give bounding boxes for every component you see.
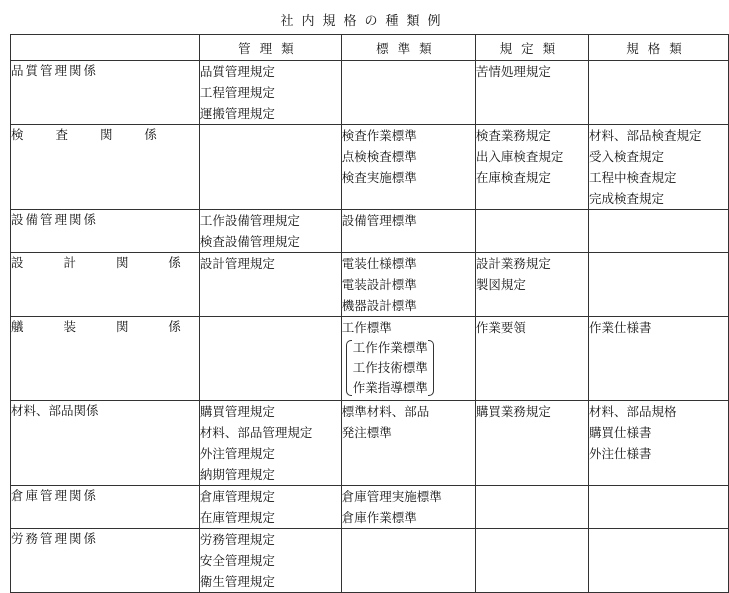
- cell-kitei: [475, 529, 588, 593]
- list-item: 機器設計標準: [341, 298, 417, 313]
- cell-kitei: [475, 401, 588, 486]
- table-row: [11, 486, 729, 529]
- table-row: [11, 61, 729, 125]
- list-item: 材料、部品管理規定: [199, 425, 313, 440]
- list-item: 検査実施標準: [341, 170, 417, 185]
- row-label: 設 計 関 係: [11, 253, 200, 317]
- list-item: 工程中検査規定: [588, 170, 677, 185]
- column-header-hyojun: 標準類: [341, 35, 475, 61]
- standards-table: [10, 34, 729, 593]
- list-item: 工作設備管理規定: [199, 213, 300, 228]
- cell-hyojun: [341, 529, 475, 593]
- cell-kikaku: [588, 61, 728, 125]
- cell-kitei: [475, 125, 588, 210]
- list-item: 外注仕様書: [588, 446, 652, 461]
- cell-hyojun: [341, 210, 475, 253]
- list-item: 材料、部品検査規定: [588, 128, 702, 143]
- list-item: 労務管理規定: [199, 532, 275, 547]
- cell-hyojun: [341, 61, 475, 125]
- list-item: 安全管理規定: [199, 553, 275, 568]
- cell-kitei: [475, 317, 588, 401]
- list-item: 設計管理規定: [199, 256, 275, 271]
- list-item: 工程管理規定: [199, 85, 275, 100]
- left-brace: [346, 340, 352, 396]
- cell-kitei: [475, 486, 588, 529]
- cell-hyojun: [341, 401, 475, 486]
- cell-kikaku: [588, 253, 728, 317]
- list-item: 出入庫検査規定: [475, 149, 564, 164]
- cell-kanri: [199, 210, 341, 253]
- table-row: [11, 401, 729, 486]
- list-item: 検査作業標準: [341, 128, 417, 143]
- cell-hyojun: [341, 486, 475, 529]
- list-item: 電装設計標準: [341, 277, 417, 292]
- sublist-item: 工作技術標準: [352, 360, 428, 375]
- cell-kanri: [199, 317, 341, 401]
- column-header-kikaku: 規格類: [588, 35, 728, 61]
- list-item: 工作標準: [341, 320, 392, 335]
- list-item: 標準材料、部品: [341, 404, 430, 419]
- list-item: 購買業務規定: [475, 404, 551, 419]
- row-label: 検 査 関 係: [11, 125, 200, 210]
- list-item: 運搬管理規定: [199, 106, 275, 121]
- list-item: 品質管理規定: [199, 64, 275, 79]
- row-label: 倉庫管理関係: [11, 486, 200, 529]
- cell-hyojun: [341, 253, 475, 317]
- row-label: 艤 装 関 係: [11, 317, 200, 401]
- list-item: 苦情処理規定: [475, 64, 551, 79]
- bracketed-sublist: [346, 338, 434, 398]
- list-item: 作業仕様書: [588, 320, 652, 335]
- table-row: [11, 317, 729, 401]
- cell-kikaku: [588, 210, 728, 253]
- list-item: 電装仕様標準: [341, 256, 417, 271]
- row-label: 労務管理関係: [11, 529, 200, 593]
- list-item: 購買管理規定: [199, 404, 275, 419]
- cell-kikaku: [588, 125, 728, 210]
- list-item: 材料、部品規格: [588, 404, 677, 419]
- list-item: 購買仕様書: [588, 425, 652, 440]
- row-label: 材料、部品関係: [11, 401, 200, 486]
- cell-kitei: [475, 61, 588, 125]
- right-brace: [428, 340, 434, 396]
- row-label: 設備管理関係: [11, 210, 200, 253]
- cell-kanri: [199, 253, 341, 317]
- cell-kikaku: [588, 401, 728, 486]
- table-body: [11, 61, 729, 593]
- sublist-item: 工作作業標準: [352, 340, 428, 355]
- list-item: 倉庫作業標準: [341, 510, 417, 525]
- list-item: 検査業務規定: [475, 128, 551, 143]
- cell-hyojun: [341, 317, 475, 401]
- list-item: 衛生管理規定: [199, 574, 275, 589]
- page-title: 社内規格の種類例: [280, 14, 449, 29]
- list-item: 製図規定: [475, 277, 526, 292]
- cell-kikaku: [588, 529, 728, 593]
- list-item: 検査設備管理規定: [199, 234, 300, 249]
- list-item: 発注標準: [341, 425, 392, 440]
- list-item: 外注管理規定: [199, 446, 275, 461]
- list-item: 設備管理標準: [341, 213, 417, 228]
- cell-kikaku: [588, 486, 728, 529]
- cell-kikaku: [588, 317, 728, 401]
- cell-kanri: [199, 61, 341, 125]
- cell-kitei: [475, 253, 588, 317]
- table-row: [11, 210, 729, 253]
- list-item: 倉庫管理規定: [199, 489, 275, 504]
- list-item: 受入検査規定: [588, 149, 664, 164]
- cell-kanri: [199, 125, 341, 210]
- list-item: 在庫管理規定: [199, 510, 275, 525]
- list-item: 設計業務規定: [475, 256, 551, 271]
- header-corner: [11, 35, 200, 61]
- cell-kanri: [199, 486, 341, 529]
- list-item: 点検検査標準: [341, 149, 417, 164]
- column-header-kanri: 管理類: [199, 35, 341, 61]
- header-row: [11, 35, 729, 61]
- cell-kitei: [475, 210, 588, 253]
- list-item: 倉庫管理実施標準: [341, 489, 442, 504]
- list-item: 在庫検査規定: [475, 170, 551, 185]
- list-item: 納期管理規定: [199, 467, 275, 482]
- cell-hyojun: [341, 125, 475, 210]
- sublist-item: 作業指導標準: [352, 380, 428, 395]
- cell-kanri: [199, 401, 341, 486]
- column-header-kitei: 規定類: [475, 35, 588, 61]
- row-label: 品質管理関係: [11, 61, 200, 125]
- list-item: 作業要領: [475, 320, 526, 335]
- table-row: [11, 125, 729, 210]
- cell-kanri: [199, 529, 341, 593]
- table-row: [11, 529, 729, 593]
- list-item: 完成検査規定: [588, 191, 664, 206]
- table-row: [11, 253, 729, 317]
